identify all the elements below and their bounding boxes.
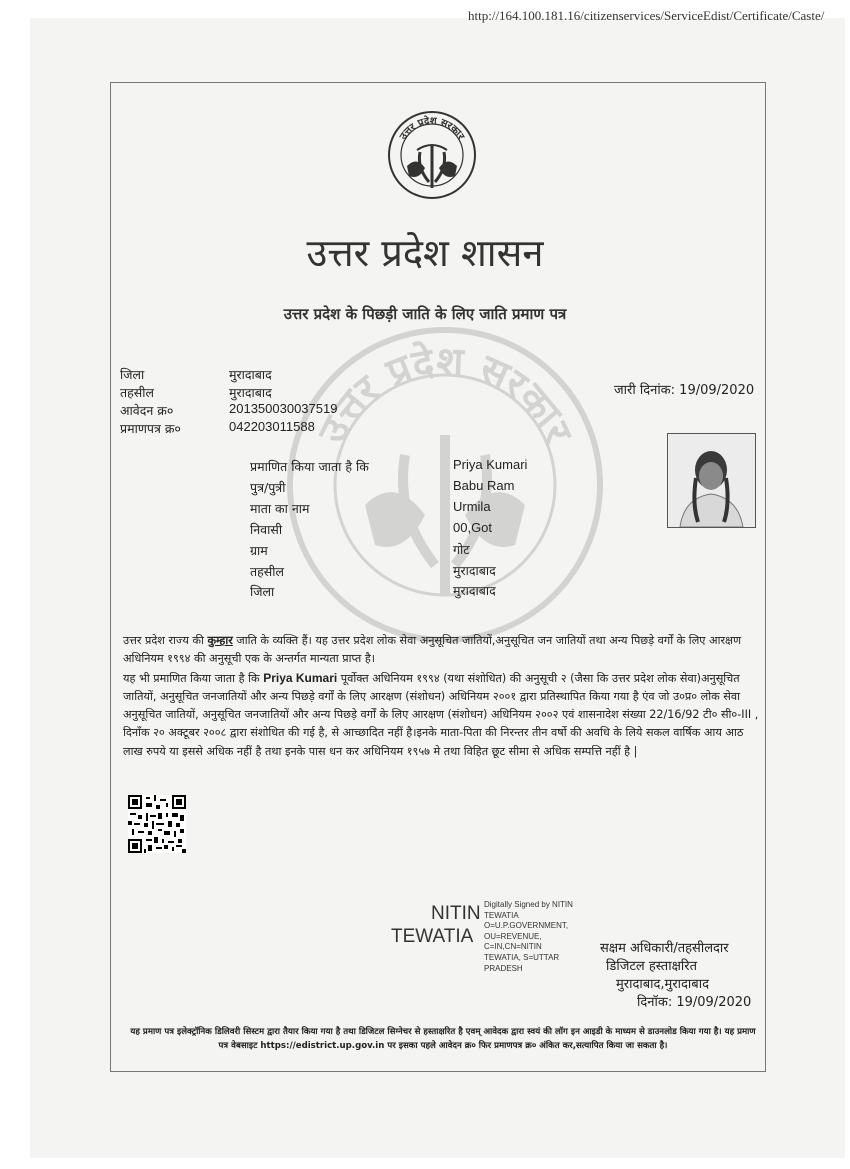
page-title: उत्तर प्रदेश शासन: [306, 231, 544, 275]
emblem-text: उत्तर प्रदेश सरकार: [397, 115, 467, 142]
district-value: मुरादाबाद: [229, 367, 272, 382]
certificate-number: 042203011588: [229, 419, 315, 434]
person-photo-icon: [668, 434, 755, 527]
signature-line: Digitally Signed by NITIN: [484, 900, 573, 909]
application-label: आवेदन क्र०: [120, 403, 174, 418]
certificate-label: प्रमाणपत्र क्र०: [120, 421, 181, 436]
signer-last-name: TEWATIA: [391, 926, 474, 947]
district-label: जिला: [120, 367, 145, 382]
detail-tehsil-value: मुरादाबाद: [453, 563, 496, 578]
officer-date: दिनॉक: 19/09/2020: [637, 995, 752, 1010]
signature-line: PRADESH: [484, 963, 523, 973]
body-p2-end: पूर्वोक्त अधिनियम १९९४ (यथा संशोधित) की अनुसूची २ (जैसा कि उत्तर प्रदेश लोक सेवा)अनुसूचित जातियों, अनुसूचित जनजातियों और अन्य पिछड़े वर्गों के लिए आरक्षण (संशोधन) अधिनियम २००१ द्वारा प्रतिस्थापित किया गया है एंव जो उ०प्र० लोक सेवा अनुसूचित जातियों, अनुसूचित जनजातियों और अन्य पिछड़े वर्गों के लिए आरक्षण (संशोधन) अधिनियम २००२ एवं शासनादेश संख्या 22/16/92 टी० सी०-III , दिनाँक २० अक्टूबर २००८ द्वारा संशोधित की गई है, से आच्छादित नहीं है।इनके माता-पिता की निरन्तर तीन वर्षो की अवधि के लिये सकल वार्षिक आय आठ लाख रुपये या इससे अधिक नहीं है तथा इनके पास धन कर अधिनियम १९५७ मे तथा विहित छूट सीमा से अधिक सम्पत्ति नहीं है |: [123, 671, 759, 758]
officer-designation: सक्षम अधिकारी/तहसीलदार: [600, 941, 729, 956]
certificate-subtitle: उत्तर प्रदेश के पिछड़ी जाति के लिए जाति प्रमाण पत्र: [283, 305, 567, 323]
signature-line: C=IN,CN=NITIN: [484, 942, 542, 952]
body-paragraph-1: [123, 632, 763, 669]
resident-label: निवासी: [250, 522, 283, 537]
applicant-photo: [667, 433, 756, 528]
digital-signature-details: [484, 900, 584, 974]
caste-name: कुम्हार: [207, 634, 233, 647]
watermark-text: उत्तर प्रदेश सरकार: [309, 338, 581, 451]
applicant-name: Priya Kumari: [453, 457, 528, 472]
signature-line: O=U.P.GOVERNMENT,: [484, 921, 569, 931]
mother-label: माता का नाम: [250, 501, 310, 516]
issue-date: जारी दिनांक: 19/09/2020: [614, 383, 755, 398]
watermark-emblem-icon: [285, 325, 605, 645]
body-p1-start: उत्तर प्रदेश राज्य की: [123, 634, 204, 647]
up-govt-emblem-icon: [387, 110, 477, 200]
qr-code-icon: [128, 795, 186, 853]
certificate-body: [123, 632, 763, 761]
verification-footer: यह प्रमाण पत्र इलेक्ट्रॉनिक डिलिवरी सिस्टम द्वारा तैयार किया गया है तथा डिजिटल सिग्नेचर से हस्ताक्षरित है एवम् आवेदक द्वारा स्वयं की लॉग इन आइडी के माध्यम से डाउनलोड किया गया है। यह प्रमाण पत्र वेबसाइट https://edistrict.up.gov.in पर इसका पहले आवेदन क्र० फिर प्रमाणपत्र क्र० अंकित कर,सत्यापित किया जा सकता है।: [130, 1027, 756, 1051]
signature-line: TEWATIA: [484, 910, 519, 920]
parent-label: पुत्र/पुत्री: [250, 480, 286, 495]
certify-label: प्रमाणित किया जाता है कि: [250, 459, 369, 474]
tehsil-value: मुरादाबाद: [229, 385, 272, 400]
detail-tehsil-label: तहसील: [250, 564, 284, 579]
tehsil-label: तहसील: [120, 385, 154, 400]
body-applicant-name: Priya Kumari: [263, 670, 338, 685]
signature-line: OU=REVENUE,: [484, 931, 542, 941]
application-number: 201350030037519: [229, 401, 338, 416]
parent-name: Babu Ram: [453, 478, 515, 493]
village-label: ग्राम: [250, 543, 268, 558]
detail-district-label: जिला: [250, 584, 275, 599]
officer-location: मुरादाबाद,मुरादाबाद: [616, 977, 709, 992]
detail-district-value: मुरादाबाद: [453, 583, 496, 598]
body-p1-end: जाति के व्यक्ति हैं। यह उत्तर प्रदेश लोक सेवा अनुसूचित जातियों,अनुसूचित जन जातियों तथा अन्य पिछड़े वर्गों के लिए आरक्षण अधिनियम १९९४ की अनुसूची एक के अन्तर्गत मान्यता प्राप्त है।: [123, 634, 742, 666]
signer-first-name: NITIN: [431, 903, 481, 924]
village-value: गोट: [453, 542, 470, 557]
body-paragraph-2: [123, 669, 763, 761]
resident-value: 00,Got: [453, 520, 493, 535]
officer-digital-signed: डिजिटल हस्ताक्षरित: [606, 959, 697, 974]
page-url: http://164.100.181.16/citizenservices/ServiceEdist/Certificate/Caste/: [468, 8, 825, 23]
mother-name: Urmila: [453, 499, 491, 514]
svg-text:उत्तर प्रदेश सरकार: [309, 338, 582, 452]
signature-line: TEWATIA, S=UTTAR: [484, 952, 560, 962]
body-p2-start: यह भी प्रमाणित किया जाता है कि: [123, 671, 260, 685]
